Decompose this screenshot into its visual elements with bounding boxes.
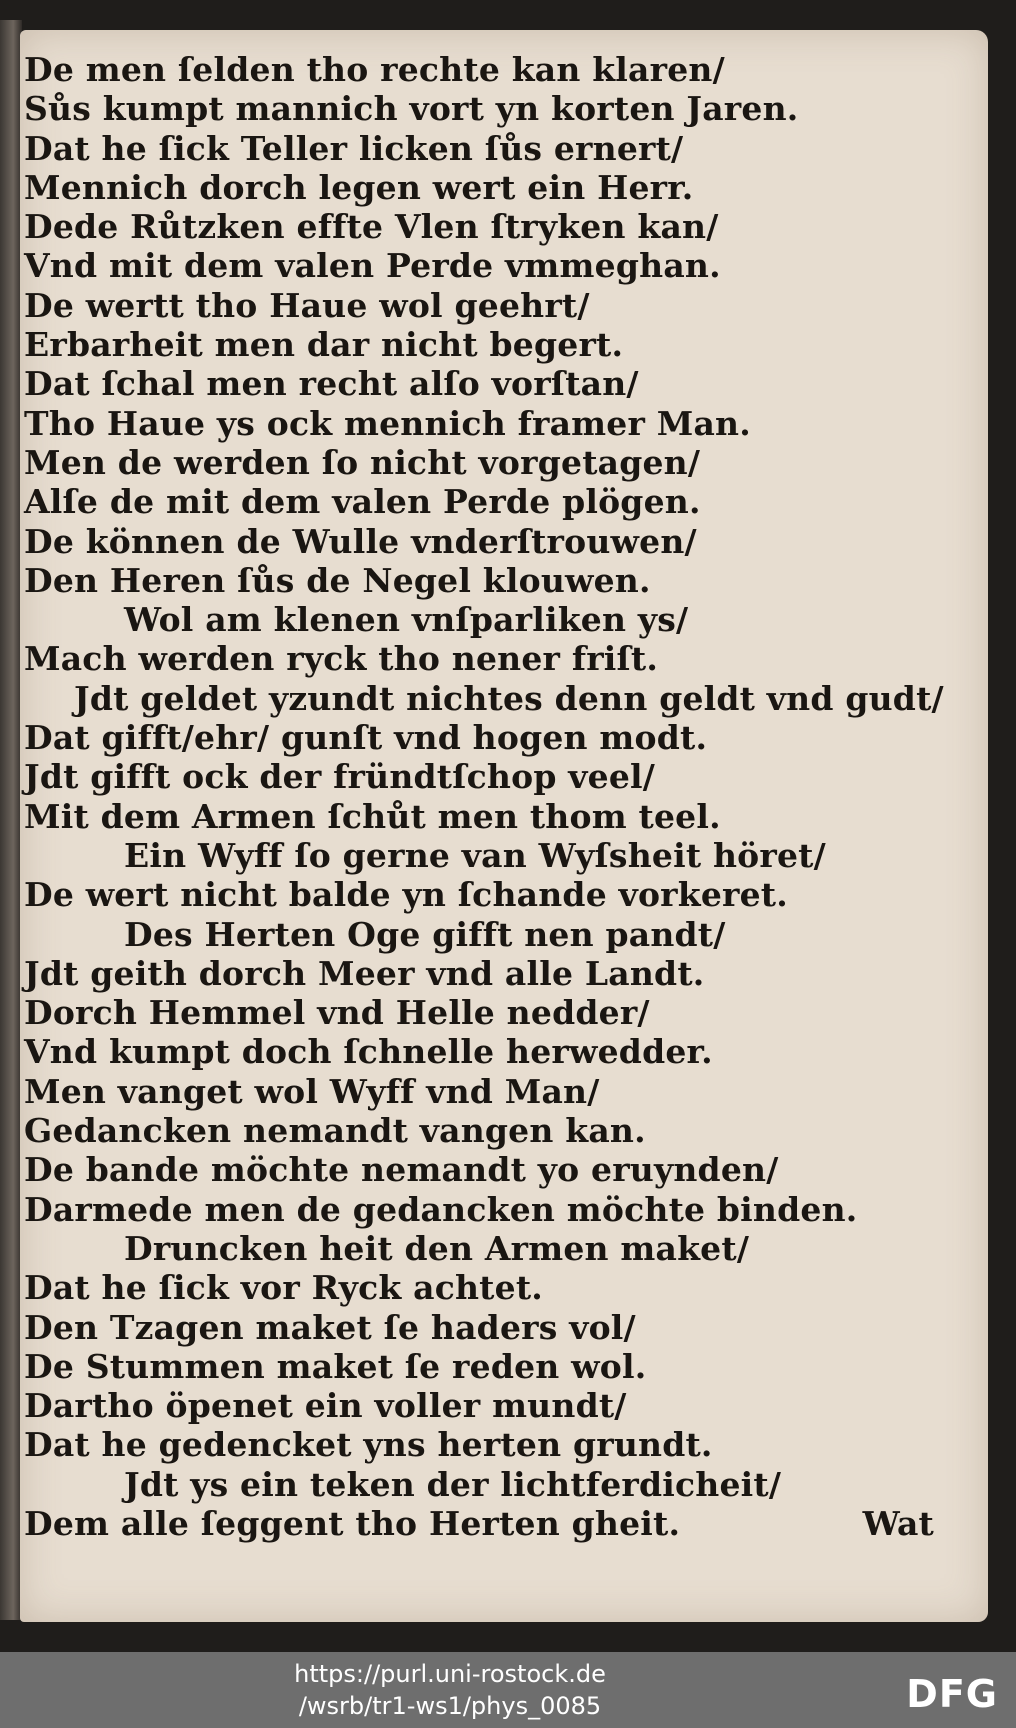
- text-line: [24, 993, 974, 1032]
- text-line: [24, 482, 974, 521]
- text-line: [24, 679, 974, 718]
- text-line-content: Den Tzagen maket ſe haders vol/: [24, 1307, 636, 1347]
- text-line: [24, 89, 974, 128]
- text-line: [24, 1504, 974, 1543]
- text-line-content: De wert nicht balde yn ſchande vorkeret.: [24, 875, 788, 915]
- text-line: [24, 1268, 974, 1307]
- text-line: [24, 718, 974, 757]
- text-line-content: Dat ſchal men recht alſo vorſtan/: [24, 364, 639, 404]
- text-line-content: Des Herten Oge gifft nen pandt/: [124, 914, 726, 954]
- text-line: [24, 1150, 974, 1189]
- text-line-content: De bande möchte nemandt yo eruynden/: [24, 1150, 779, 1190]
- text-line-content: Dat gifft/ehr/ gunſt vnd hogen modt.: [24, 718, 708, 758]
- text-line-content: De men ſelden tho rechte kan klaren/: [24, 50, 725, 89]
- text-line-content: Dartho öpenet ein voller mundt/: [24, 1386, 627, 1426]
- footer-bar: [0, 1652, 1016, 1728]
- text-line: [24, 286, 974, 325]
- text-line: [24, 1072, 974, 1111]
- text-line: [24, 1386, 974, 1425]
- text-line: [24, 404, 974, 443]
- text-line-content: Gedancken nemandt vangen kan.: [24, 1111, 646, 1151]
- text-line: [24, 325, 974, 364]
- text-line-content: Mach werden ryck tho nener friſt.: [24, 639, 659, 679]
- text-line: [24, 207, 974, 246]
- text-line: [24, 522, 974, 561]
- text-line: [24, 443, 974, 482]
- text-line: [24, 1465, 974, 1504]
- text-line: [24, 168, 974, 207]
- text-line-content: Darmede men de gedancken möchte binden.: [24, 1189, 858, 1229]
- text-line: [24, 246, 974, 285]
- text-line-content: Jdt gifft ock der fründtſchop veel/: [24, 757, 656, 797]
- text-line-content: Alſe de mit dem valen Perde plögen.: [24, 482, 701, 522]
- text-line: [24, 1425, 974, 1464]
- text-line-content: Druncken heit den Armen maket/: [124, 1228, 750, 1268]
- text-line: [24, 561, 974, 600]
- permalink-line-1[interactable]: https://purl.uni-rostock.de: [294, 1660, 606, 1688]
- text-line: [24, 50, 974, 89]
- text-line-content: De wertt tho Haue wol geehrt/: [24, 285, 590, 325]
- page-edge: [0, 20, 22, 1620]
- text-line-content: De Stummen maket ſe reden wol.: [24, 1346, 647, 1386]
- text-line-content: Ein Wyff ſo gerne van Wyſsheit höret/: [124, 835, 826, 875]
- text-line-content: Men vanget wol Wyff vnd Man/: [24, 1071, 600, 1111]
- text-line: [24, 639, 974, 678]
- text-line: [24, 364, 974, 403]
- text-line: [24, 915, 974, 954]
- text-line: [24, 757, 974, 796]
- text-line-content: Den Heren ſůs de Negel klouwen.: [24, 560, 651, 600]
- catchword: Wat: [862, 1503, 934, 1543]
- text-line-content: Dede Růtzken effte Vlen ſtryken kan/: [24, 207, 719, 247]
- text-line: [24, 1229, 974, 1268]
- text-line: [24, 836, 974, 875]
- text-line: [24, 1308, 974, 1347]
- text-line-content: Sůs kumpt mannich vort yn korten Jaren.: [24, 89, 799, 129]
- text-line-content: Men de werden ſo nicht vorgetagen/: [24, 442, 701, 482]
- text-line-content: Mit dem Armen ſchůt men thom teel.: [24, 796, 721, 836]
- text-line-content: Dat he ſick Teller licken ſůs ernert/: [24, 128, 684, 168]
- book-page: [20, 30, 988, 1622]
- text-line: [24, 600, 974, 639]
- text-line: [24, 1347, 974, 1386]
- text-line-content: Jdt ys ein teken der lichtferdicheit/: [124, 1464, 782, 1504]
- text-line-content: Jdt geldet yzundt nichtes denn geldt vnd gudt/: [74, 678, 944, 718]
- text-line-content: Vnd mit dem valen Perde vmmeghan.: [24, 246, 721, 286]
- text-line: [24, 1032, 974, 1071]
- text-line-content: Wol am klenen vnſparliken ys/: [124, 600, 689, 640]
- text-line-content: Jdt geith dorch Meer vnd alle Landt.: [24, 953, 705, 993]
- text-line-content: Dat he ſick vor Ryck achtet.: [24, 1268, 543, 1308]
- text-line: [24, 954, 974, 993]
- text-line-content: Tho Haue ys ock mennich framer Man.: [24, 403, 751, 443]
- text-line: [24, 1190, 974, 1229]
- text-line: [24, 1111, 974, 1150]
- text-line: [24, 797, 974, 836]
- text-line-content: Dorch Hemmel vnd Helle nedder/: [24, 993, 650, 1033]
- text-line-content: Dem alle ſeggent tho Herten gheit.: [24, 1503, 681, 1543]
- text-line-content: Erbarheit men dar nicht begert.: [24, 325, 624, 365]
- text-line-content: Mennich dorch legen wert ein Herr.: [24, 167, 694, 207]
- page-text: [24, 50, 974, 1543]
- text-line: [24, 875, 974, 914]
- text-line-content: De können de Wulle vnderſtrouwen/: [24, 521, 697, 561]
- text-line-content: Vnd kumpt doch ſchnelle herwedder.: [24, 1032, 713, 1072]
- text-line: [24, 129, 974, 168]
- permalink-line-2[interactable]: /wsrb/tr1-ws1/phys_0085: [298, 1692, 602, 1720]
- text-line-content: Dat he gedencket yns herten grundt.: [24, 1425, 713, 1465]
- permalink[interactable]: [0, 1658, 900, 1722]
- dfg-logo: DFG: [906, 1672, 998, 1716]
